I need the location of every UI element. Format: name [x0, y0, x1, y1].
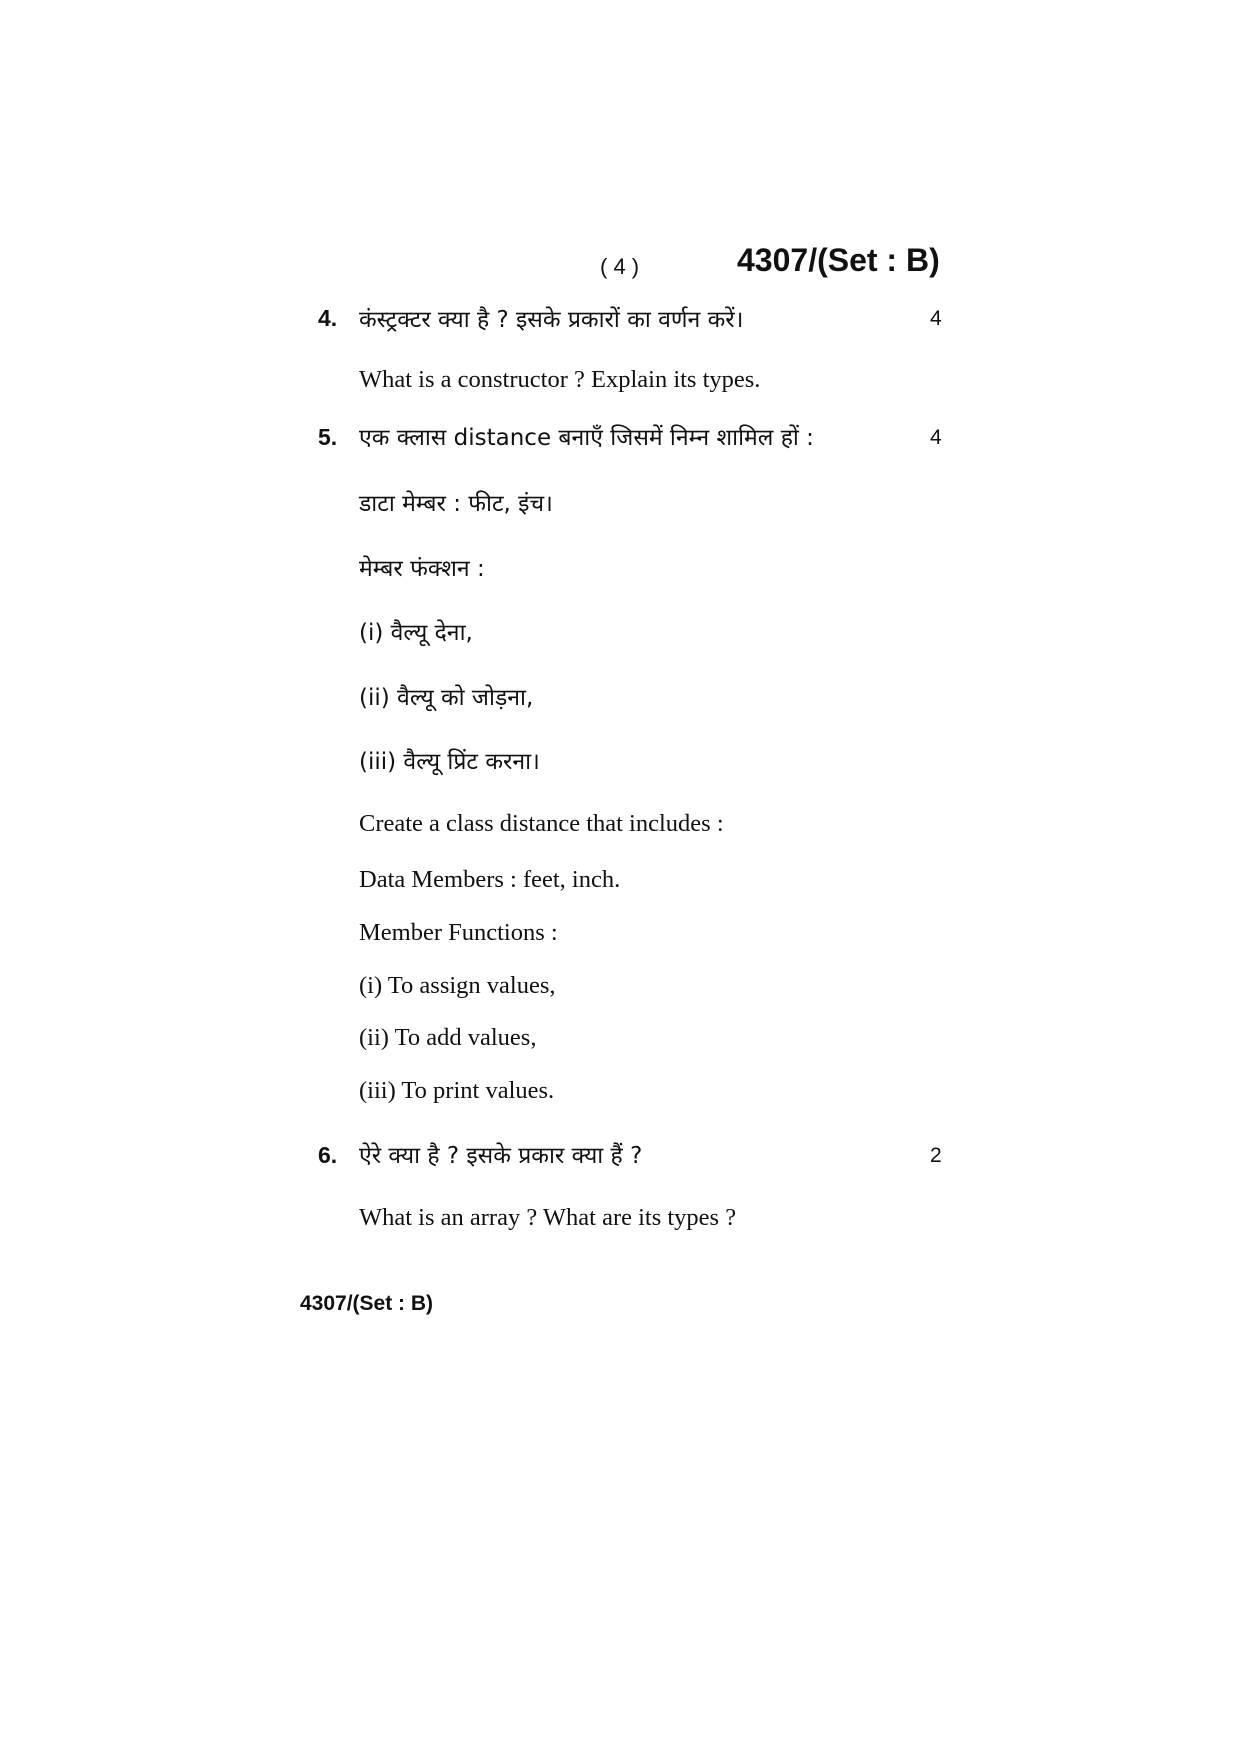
question-4-hindi: कंस्ट्रक्टर क्या है ? इसके प्रकारों का वर्णन करें।: [359, 307, 744, 333]
question-6-marks: 2: [930, 1144, 942, 1167]
question-5-english: Create a class distance that includes :: [359, 810, 724, 837]
page-number: ( 4 ): [600, 254, 640, 279]
question-5-hindi-item-2: (ii) वैल्यू को जोड़ना,: [359, 685, 534, 711]
question-4-marks: 4: [930, 307, 942, 330]
question-5-english-item-3: (iii) To print values.: [359, 1077, 555, 1104]
question-6-english: What is an array ? What are its types ?: [359, 1204, 737, 1231]
question-4-number: 4.: [318, 305, 338, 331]
question-5-hindi-item-1: (i) वैल्यू देना,: [359, 620, 473, 646]
paper-code-footer: 4307/(Set : B): [300, 1292, 434, 1315]
paper-code-header: 4307/(Set : B): [737, 242, 940, 278]
question-6-hindi: ऐरे क्या है ? इसके प्रकार क्या हैं ?: [359, 1143, 643, 1169]
question-5-hindi-data-members: डाटा मेम्बर : फीट, इंच।: [359, 491, 553, 517]
question-4-english: What is a constructor ? Explain its types.: [359, 366, 761, 393]
question-6-number: 6.: [318, 1142, 338, 1168]
question-5-english-data-members: Data Members : feet, inch.: [359, 866, 621, 893]
question-5-hindi-member-functions: मेम्बर फंक्शन :: [359, 556, 485, 582]
question-5-hindi: एक क्लास distance बनाएँ जिसमें निम्न शामिल हों :: [359, 425, 814, 451]
question-5-marks: 4: [930, 426, 942, 449]
question-5-english-member-functions: Member Functions :: [359, 919, 558, 946]
question-5-hindi-item-3: (iii) वैल्यू प्रिंट करना।: [359, 749, 540, 775]
question-5-english-item-1: (i) To assign values,: [359, 972, 556, 999]
question-5-english-item-2: (ii) To add values,: [359, 1024, 537, 1051]
question-5-number: 5.: [318, 424, 338, 450]
